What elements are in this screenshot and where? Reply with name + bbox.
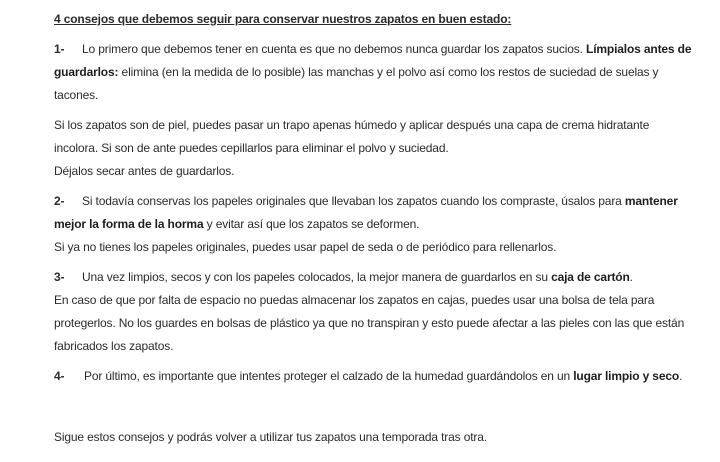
tip-1-para-2-line-3: Déjalos secar antes de guardarlos. [54, 164, 235, 178]
bold-text: mejor la forma de la horma [54, 217, 204, 231]
tip-number: 2- [54, 194, 65, 208]
tip-number: 1- [54, 42, 65, 56]
tip-number: 3- [54, 270, 65, 284]
tip-3-line-2: En caso de que por falta de espacio no puedas almacenar los zapatos en cajas, puedes usar una bolsa de tela para [54, 293, 655, 307]
bold-text: mantener [624, 194, 678, 208]
tip-4-line-1 [54, 368, 682, 384]
document-title: 4 consejos que debemos seguir para conservar nuestros zapatos en buen estado: [54, 12, 512, 26]
tip-1-para-2-line-2: incolora. Si son de ante puedes cepillarlos para eliminar el polvo y suciedad. [54, 141, 449, 155]
text: Una vez limpios, secos y con los papeles colocados, la mejor manera de guardarlos en su [82, 270, 552, 284]
text: Lo primero que debemos tener en cuenta es que no debemos nunca guardar los zapatos sucios. [82, 42, 587, 56]
tip-1-line-1 [54, 41, 691, 57]
text: elimina (en la medida de lo posible) las manchas y el polvo así como los restos de suciedad de suelas y [118, 65, 659, 79]
bold-text: guardarlos: [54, 65, 119, 79]
text: . [679, 369, 683, 383]
text: Por último, es importante que intentes proteger el calzado de la humedad guardándolos en un [84, 369, 574, 383]
bold-text: Límpialos antes de [586, 42, 692, 56]
tip-2-line-3: Si ya no tienes los papeles originales, puedes usar papel de seda o de periódico para rellenarlos. [54, 240, 557, 254]
tip-number: 4- [54, 369, 65, 383]
text: Si todavía conservas los papeles originales que llevaban los zapatos cuando los compraste, úsalos para [82, 194, 625, 208]
tip-1-para-2-line-1: Si los zapatos son de piel, puedes pasar un trapo apenas húmedo y aplicar después una capa de crema hidratante [54, 118, 650, 132]
tip-1-line-2 [54, 64, 658, 80]
bold-text: caja de cartón [551, 270, 630, 284]
tip-3-line-3: protegerlos. No los guardes en bolsas de plástico ya que no transpiran y esto puede afectar a las pieles con las que están [54, 316, 685, 330]
tip-2-line-1 [54, 193, 678, 209]
tip-1-line-3: tacones. [54, 88, 99, 102]
closing-text: Sigue estos consejos y podrás volver a utilizar tus zapatos una temporada tras otra. [54, 430, 487, 444]
tip-3-line-1 [54, 269, 633, 285]
tip-2-line-2 [54, 216, 419, 232]
text: y evitar así que los zapatos se deformen. [203, 217, 420, 231]
bold-text: lugar limpio y seco [573, 369, 680, 383]
text: . [629, 270, 633, 284]
tip-3-line-4: fabricados los zapatos. [54, 339, 174, 353]
